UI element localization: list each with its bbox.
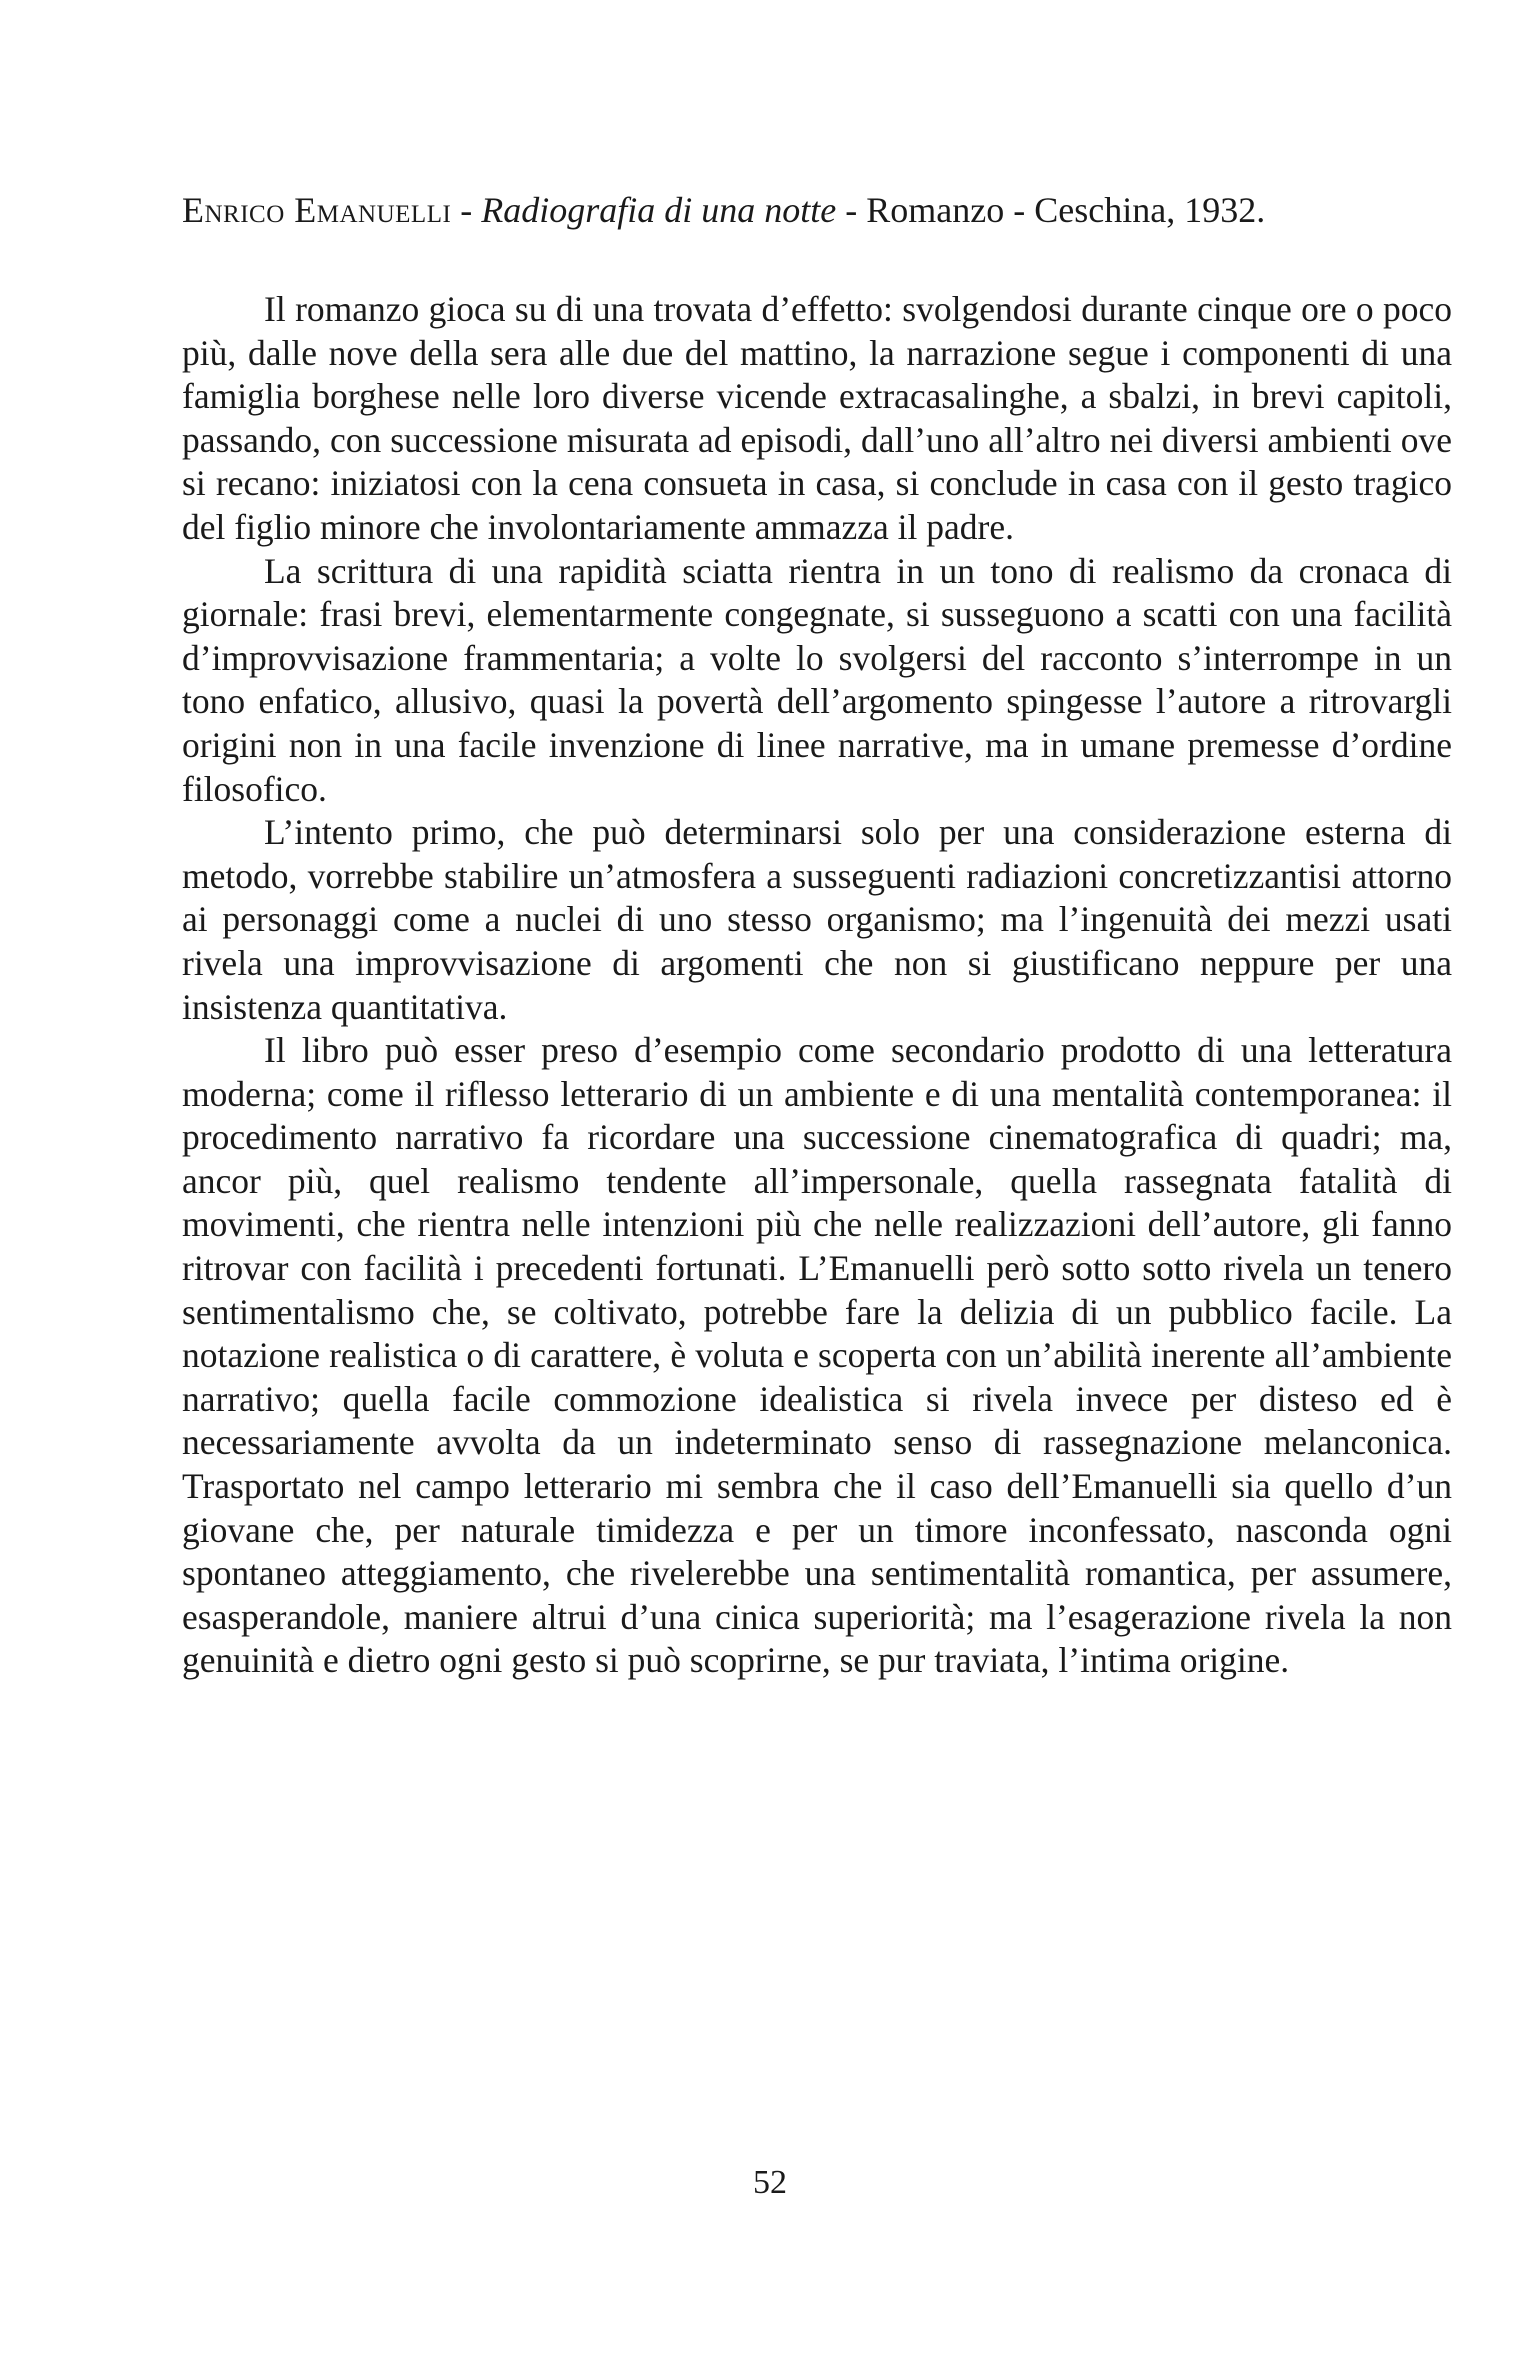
page-number: 52 [753, 2164, 787, 2201]
book-title: Radiografia di una notte [481, 190, 837, 230]
review-header [182, 188, 1452, 232]
paragraph: Il romanzo gioca su di una trovata d’effetto: svolgendosi durante cinque ore o poco più, dalle nove della sera alle due del mattino, la narrazione segue i componenti di una famiglia borghese nelle loro diverse vicende extracasalinghe, a sbalzi, in brevi capitoli, passando, con successione misurata ad episodi, dall’uno all’altro nei diversi ambienti ove si recano: iniziatosi con la cena consueta in casa, si conclude in casa con il gesto tragico del figlio minore che involontariamente ammazza il padre. [182, 289, 1452, 547]
paragraph: L’intento primo, che può determinarsi solo per una considerazione esterna di metodo, vorrebbe stabilire un’atmosfera a susseguenti radiazioni concretizzantisi attorno ai personaggi come a nuclei di uno stesso organismo; ma l’ingenuità dei mezzi usati rivela una improvvisazione di argomenti che non si giustificano neppure per una insistenza quantitativa. [182, 812, 1452, 1027]
header-separator: - [451, 190, 482, 230]
page-content [182, 188, 1452, 1683]
header-publication-info: - Romanzo - Ceschina, 1932. [836, 190, 1266, 230]
review-body [182, 288, 1452, 1683]
author-name: Enrico Emanuelli [182, 190, 452, 230]
paragraph: Il libro può esser preso d’esempio come secondario prodotto di una letteratura moderna; come il riflesso letterario di un ambiente e di una mentalità contemporanea: il procedimento narrativo fa ricordare una successione cinematografica di quadri; ma, ancor più, quel realismo tendente all’impersonale, quella rassegnata fatalità di movimenti, che rientra nelle intenzioni più che nelle realizzazioni dell’autore, gli fanno ritrovar con facilità i precedenti fortunati. L’Emanuelli però sotto sotto rivela un tenero sentimentalismo che, se coltivato, potrebbe fare la delizia di un pubblico facile. La notazione realistica o di carattere, è voluta e scoperta con un’abilità inerente all’ambiente narrativo; quella facile commozione idealistica si rivela invece per disteso ed è necessariamente avvolta da un indeterminato senso di rassegnazione melanconica. Trasportato nel campo letterario mi sembra che il caso dell’Emanuelli sia quello d’un giovane che, per naturale timidezza e per un timore inconfessato, nasconda ogni spontaneo atteggiamento, che rivelerebbe una sentimentalità romantica, per assumere, esasperandole, maniere altrui d’una cinica superiorità; ma l’esagerazione rivela la non genuinità e dietro ogni gesto si può scoprirne, se pur traviata, l’intima origine. [182, 1030, 1452, 1681]
paragraph: La scrittura di una rapidità sciatta rientra in un tono di realismo da cronaca di giornale: frasi brevi, elementarmente congegnate, si susseguono a scatti con una facilità d’improvvisazione frammentaria; a volte lo svolgersi del racconto s’interrompe in un tono enfatico, allusivo, quasi la povertà dell’argomento spingesse l’autore a ritrovargli origini non in una facile invenzione di linee narrative, ma in umane premesse d’ordine filosofico. [182, 550, 1452, 809]
